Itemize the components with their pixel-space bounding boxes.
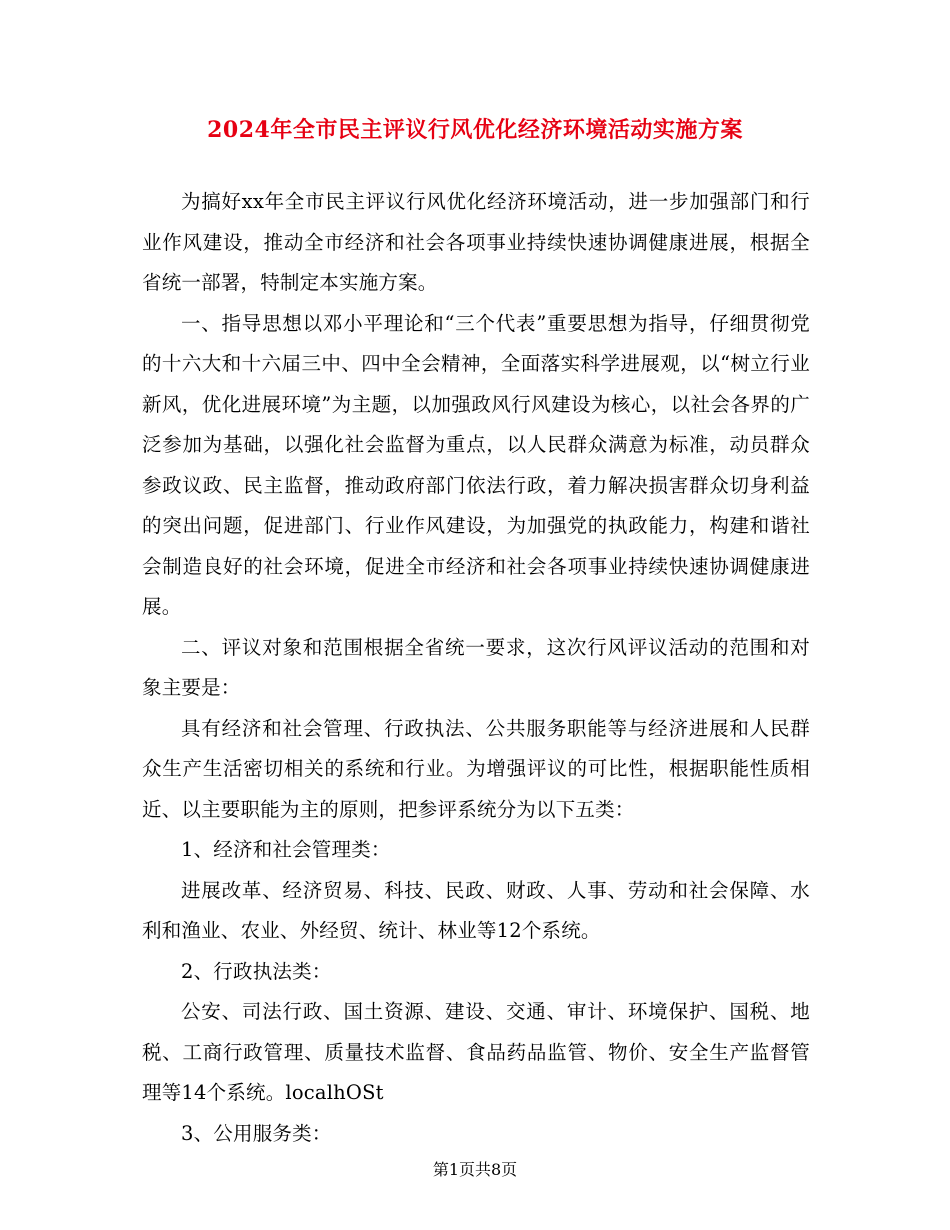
document-title: 2024年全市民主评议行风优化经济环境活动实施方案	[207, 117, 743, 143]
paragraph-category-3-heading: 3、公用服务类：	[181, 1121, 332, 1145]
paragraph-category-2-heading: 2、行政执法类：	[181, 959, 332, 983]
paragraph-category-1-heading: 1、经济和社会管理类：	[181, 838, 391, 861]
paragraph-guiding-ideology: 一、指导思想以邓小平理论和“三个代表”重要思想为指导，仔细贯彻党的十六大和十六届三中、四中全会精神，全面落实科学进展观，以“树立行业新风，优化进展环境”为主题，以加强政风行风建设为核心，以社会各界的广泛参加为基础，以强化社会监督为重点，以人民群众满意为标准，动员群众参政议政、民主监督，推动政府部门依法行政，着力解决损害群众切身利益的突出问题，促进部门、行业作风建设，为加强党的执政能力，构建和谐社会制造良好的社会环境，促进全市经济和社会各项事业持续快速协调健康进展。	[142, 311, 810, 618]
paragraph-intro: 为搞好xx年全市民主评议行风优化经济环境活动，进一步加强部门和行业作风建设，推动全市经济和社会各项事业持续快速协调健康进展，根据全省统一部署，特制定本实施方案。	[142, 190, 810, 294]
paragraph-scope-heading: 二、评议对象和范围根据全省统一要求，这次行风评议活动的范围和对象主要是：	[142, 635, 810, 699]
paragraph-category-1-detail: 进展改革、经济贸易、科技、民政、财政、人事、劳动和社会保障、水利和渔业、农业、外经贸、统计、林业等12个系统。	[142, 878, 810, 942]
paragraph-scope-detail: 具有经济和社会管理、行政执法、公共服务职能等与经济进展和人民群众生产生活密切相关的系统和行业。为增强评议的可比性，根据职能性质相近、以主要职能为主的原则，把参评系统分为以下五类：	[142, 716, 810, 821]
page-number-footer: 第1页共8页	[432, 1160, 518, 1179]
document-body	[142, 182, 810, 1154]
paragraph-category-2-detail: 公安、司法行政、国土资源、建设、交通、审计、环境保护、国税、地税、工商行政管理、质量技术监督、食品药品监管、物价、安全生产监督管理等14个系统。localhOSt	[142, 1000, 810, 1104]
